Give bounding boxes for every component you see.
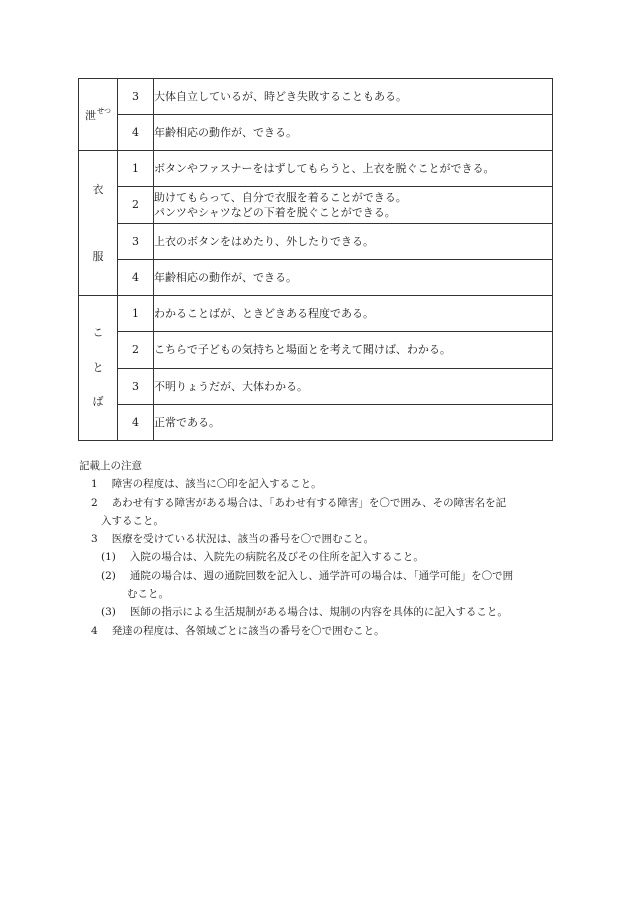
description-line: 助けてもらって、自分で衣服を着ることができる。: [154, 190, 407, 204]
category-cell-language: [79, 296, 118, 441]
table-row: [79, 151, 553, 187]
level-description: [154, 187, 553, 223]
level-description: ボタンやファスナーをはずしてもらうと、上衣を脱ぐことができる。: [154, 151, 553, 187]
note-text: 障害の程度は、該当に〇印を記入すること。: [111, 478, 322, 491]
note-text: あわせ有する障害がある場合は、「あわせ有する障害」を〇で囲み、その障害名を記: [111, 496, 507, 509]
level-description: 不明りょうだが、大体わかる。: [154, 368, 553, 404]
level-number: 4: [118, 404, 154, 440]
subitem-text: 通院の場合は、週の通院回数を記入し、通学許可の場合は、「通学可能」を〇で囲: [129, 569, 514, 582]
note-subitem: [79, 603, 559, 621]
note-number: 3: [91, 533, 98, 546]
level-description: 正常である。: [154, 404, 553, 440]
table-row: [79, 187, 553, 223]
note-item: [79, 475, 559, 493]
description-line: パンツやシャツなどの下着を脱ぐことができる。: [154, 205, 396, 219]
table-row: [79, 223, 553, 259]
subitem-text: 医師の指示による生活規制がある場合は、規制の内容を具体的に記入すること。: [129, 606, 508, 619]
development-table: [78, 78, 553, 441]
note-item: [79, 622, 559, 640]
level-description: 年齢相応の動作が、できる。: [154, 259, 553, 295]
category-cell-clothing: [79, 151, 118, 296]
level-number: 3: [118, 368, 154, 404]
note-text: 発達の程度は、各領域ごとに該当の番号を〇で囲むこと。: [111, 624, 385, 637]
level-description: こちらで子どもの気持ちと場面とを考えて聞けば、わかる。: [154, 332, 553, 368]
note-number: 2: [91, 496, 98, 509]
level-description: 年齢相応の動作が、できる。: [154, 115, 553, 151]
table-row: [79, 368, 553, 404]
level-description: わかることばが、ときどきある程度である。: [154, 296, 553, 332]
subitem-number: (2): [101, 569, 116, 582]
table-row: [79, 115, 553, 151]
table-row: [79, 79, 553, 115]
level-number: 1: [118, 296, 154, 332]
notes-section: [79, 457, 559, 640]
level-number: 4: [118, 259, 154, 295]
subitem-continuation: むこと。: [127, 588, 169, 601]
note-item: [79, 530, 559, 548]
note-number: 4: [91, 624, 98, 637]
category-char: ば: [92, 395, 104, 408]
category-char: 衣: [92, 183, 104, 196]
category-char: 服: [92, 250, 104, 263]
level-number: 1: [118, 151, 154, 187]
category-cell-excretion: [79, 79, 118, 151]
level-description: 上衣のボタンをはめたり、外したりできる。: [154, 223, 553, 259]
level-number: 2: [118, 187, 154, 223]
level-description: 大体自立しているが、時どき失敗することもある。: [154, 79, 553, 115]
table-row: [79, 404, 553, 440]
level-number: 3: [118, 79, 154, 115]
level-number: 3: [118, 223, 154, 259]
note-text: 医療を受けている状況は、該当の番号を〇で囲むこと。: [111, 533, 375, 546]
note-item: [79, 494, 559, 512]
subitem-number: (1): [101, 551, 116, 564]
note-continuation: 入すること。: [101, 514, 164, 527]
table-row: [79, 332, 553, 368]
notes-heading: 記載上の注意: [79, 460, 142, 472]
category-char: こ: [92, 326, 104, 339]
table-row: [79, 296, 553, 332]
level-number: 2: [118, 332, 154, 368]
category-ruby: せつ: [97, 106, 111, 115]
note-subitem: [79, 567, 559, 585]
subitem-number: (3): [101, 606, 116, 619]
note-subitem: [79, 548, 559, 566]
category-char: と: [92, 361, 104, 374]
table-row: [79, 259, 553, 295]
note-number: 1: [91, 478, 98, 491]
subitem-text: 入院の場合は、入院先の病院名及びその住所を記入すること。: [129, 551, 424, 564]
level-number: 4: [118, 115, 154, 151]
category-char: 泄: [85, 108, 96, 122]
